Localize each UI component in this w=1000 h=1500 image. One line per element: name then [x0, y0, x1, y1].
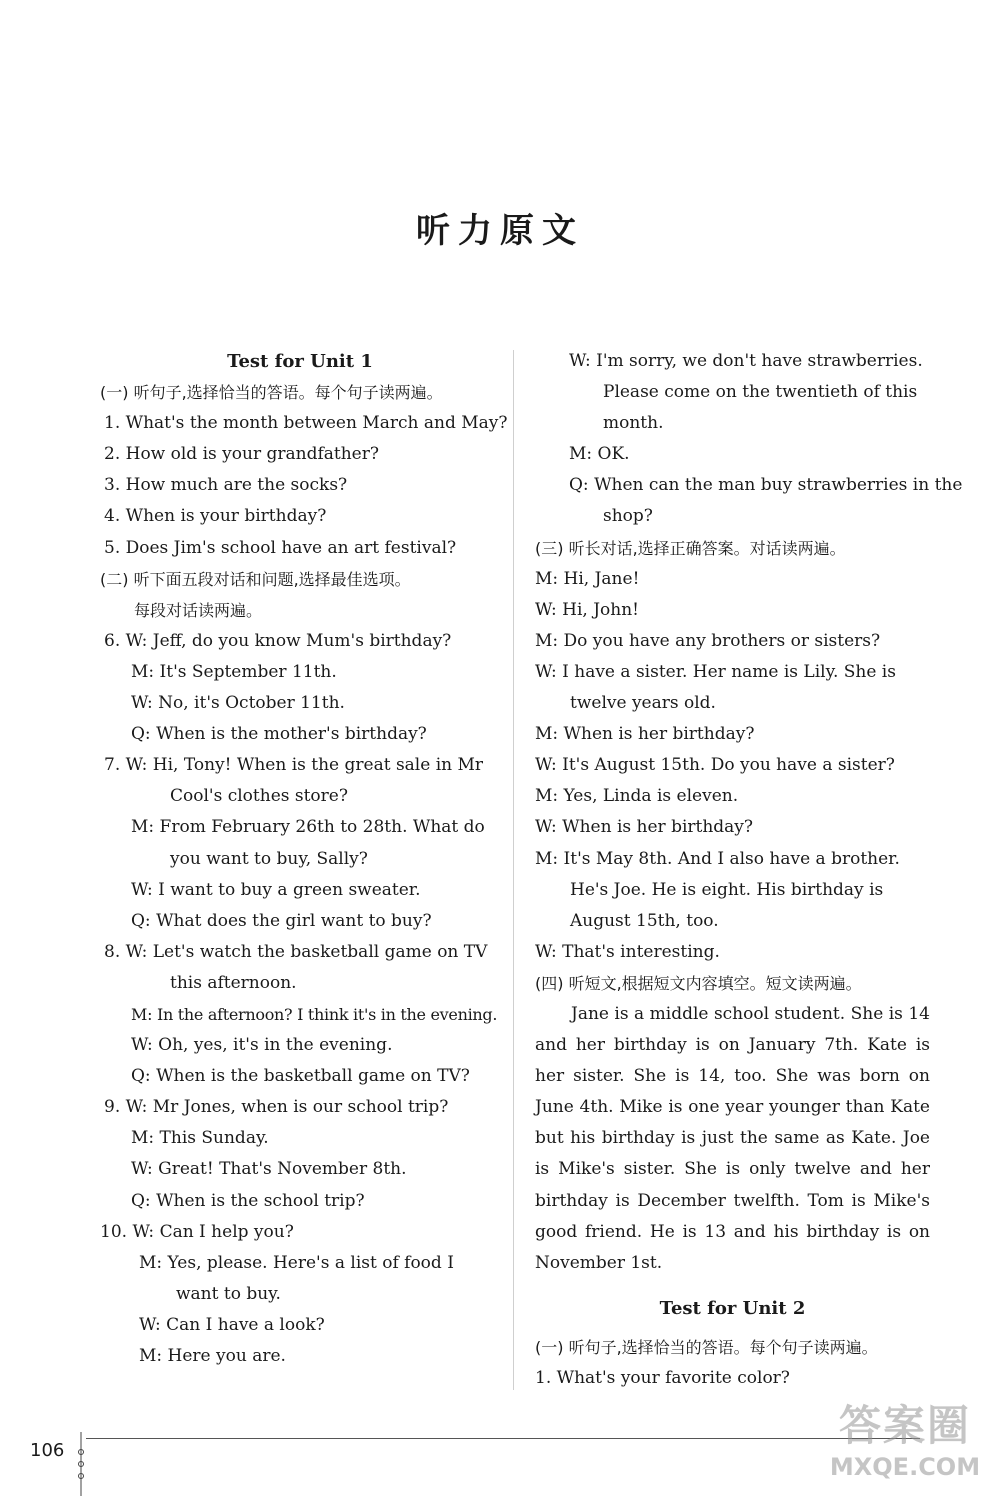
u2-item-1: 1. What's your favorite color? — [535, 1368, 790, 1388]
u1-section2-heading-line2: 每段对话读两遍。 — [134, 600, 263, 620]
u1-section3-heading: (三) 听长对话,选择正确答案。对话读两遍。 — [535, 538, 846, 558]
long-dialogue-line: W: I have a sister. Her name is Lily. She is — [535, 661, 896, 682]
dialogue-7-line: you want to buy, Sally? — [170, 848, 368, 869]
long-dialogue-line: twelve years old. — [570, 693, 716, 714]
dialogue-7-line: M: From February 26th to 28th. What do — [131, 817, 485, 838]
watermark — [820, 1400, 990, 1495]
dialogue-10-line: M: Yes, please. Here's a list of food I — [139, 1252, 454, 1273]
long-dialogue-line: M: Yes, Linda is eleven. — [535, 786, 739, 807]
short-passage — [535, 999, 930, 1279]
u1-item-4: 4. When is your birthday? — [104, 506, 327, 527]
u1-section4-heading: (四) 听短文,根据短文内容填空。短文读两遍。 — [535, 973, 862, 993]
dialogue-10-line: W: Can I have a look? — [139, 1314, 325, 1335]
long-dialogue-line: W: That's interesting. — [535, 941, 720, 962]
dialogue-8-line: M: In the afternoon? I think it's in the evening. — [131, 1004, 498, 1024]
u1-item-2: 2. How old is your grandfather? — [104, 444, 379, 465]
unit2-title: Test for Unit 2 — [659, 1297, 806, 1319]
spacer — [535, 1324, 930, 1332]
dialogue-9-line: W: Great! That's November 8th. — [131, 1159, 407, 1180]
u1-item-3: 3. How much are the socks? — [104, 475, 348, 496]
column-divider — [513, 350, 514, 1390]
dialogue-10-line: M: Here you are. — [139, 1346, 286, 1366]
long-dialogue-line: August 15th, too. — [570, 910, 719, 931]
dialogue-7-line: Cool's clothes store? — [170, 786, 348, 807]
watermark-main: 答案圈 — [838, 1401, 971, 1450]
dialogue-6-line: W: No, it's October 11th. — [131, 693, 345, 714]
spine-decoration-icon — [76, 1432, 86, 1496]
long-dialogue-line: W: When is her birthday? — [535, 817, 754, 838]
short-passage-text: Jane is a middle school student. She is 14 and her birthday is on January 7th. Kate is her sister. She is 14, too. She was born on June 4th. Mike is one year younger than Kate but his birthday is just the same as Kate. Joe is Mike's sister. She is only twelve and her birthday is December twelfth. Tom is Mike's good friend. He is 13 and his birthday is on November 1st. — [535, 1003, 930, 1273]
dialogue-9-line: M: This Sunday. — [131, 1128, 269, 1149]
page-title: 听力原文 — [416, 211, 584, 251]
long-dialogue-line: W: Hi, John! — [535, 599, 639, 620]
u1-section2-heading — [100, 564, 500, 626]
u2-section1-heading: (一) 听句子,选择恰当的答语。每个句子读两遍。 — [535, 1337, 878, 1357]
dialogue-10-cont-line: M: OK. — [569, 444, 630, 465]
dialogue-7-line: Q: What does the girl want to buy? — [131, 910, 432, 931]
dialogue-9-line: Q: When is the school trip? — [131, 1190, 365, 1211]
long-dialogue-line: M: Hi, Jane! — [535, 568, 640, 589]
long-dialogue-line: W: It's August 15th. Do you have a sister? — [535, 755, 895, 776]
dialogue-10-cont-line: Please come on the twentieth of this — [603, 382, 918, 403]
u1-section2-heading-line1: (二) 听下面五段对话和问题,选择最佳选项。 — [100, 569, 411, 589]
left-column — [100, 346, 508, 1372]
dialogue-10-cont-line: W: I'm sorry, we don't have strawberries. — [569, 351, 923, 371]
dialogue-10-cont-line: shop? — [603, 506, 653, 527]
u1-section1-heading: (一) 听句子,选择恰当的答语。每个句子读两遍。 — [100, 383, 443, 403]
u1-item-5: 5. Does Jim's school have an art festival? — [104, 537, 457, 558]
dialogue-10-line: want to buy. — [176, 1283, 281, 1304]
watermark-sub: MXQE.COM — [829, 1453, 981, 1481]
dialogue-8-line: 8. W: Let's watch the basketball game on TV — [104, 941, 488, 962]
dialogue-10-cont-line: month. — [603, 413, 664, 434]
dialogue-8-line: W: Oh, yes, it's in the evening. — [131, 1035, 393, 1056]
unit1-title: Test for Unit 1 — [227, 351, 373, 372]
dialogue-8-line: this afternoon. — [170, 972, 297, 993]
long-dialogue-line: He's Joe. He is eight. His birthday is — [570, 879, 884, 900]
long-dialogue-line: M: It's May 8th. And I also have a brother. — [535, 848, 900, 869]
dialogue-9-line: 9. W: Mr Jones, when is our school trip? — [104, 1097, 449, 1118]
dialogue-6-line: M: It's September 11th. — [131, 661, 337, 682]
dialogue-10-line: 10. W: Can I help you? — [100, 1221, 294, 1242]
dialogue-7-line: 7. W: Hi, Tony! When is the great sale in Mr — [104, 755, 484, 776]
right-column — [535, 346, 963, 1394]
dialogue-7-line: W: I want to buy a green sweater. — [131, 879, 421, 900]
dialogue-10-cont-line: Q: When can the man buy strawberries in the — [569, 475, 963, 496]
long-dialogue-line: M: Do you have any brothers or sisters? — [535, 630, 881, 651]
page-number: 106 — [30, 1440, 65, 1461]
dialogue-6-line: 6. W: Jeff, do you know Mum's birthday? — [104, 630, 452, 651]
dialogue-6-line: Q: When is the mother's birthday? — [131, 724, 427, 745]
long-dialogue-line: M: When is her birthday? — [535, 724, 755, 745]
spacer — [535, 1279, 930, 1293]
u1-item-1: 1. What's the month between March and May? — [104, 413, 508, 434]
dialogue-8-line: Q: When is the basketball game on TV? — [131, 1066, 470, 1087]
footer-rule — [86, 1438, 920, 1439]
